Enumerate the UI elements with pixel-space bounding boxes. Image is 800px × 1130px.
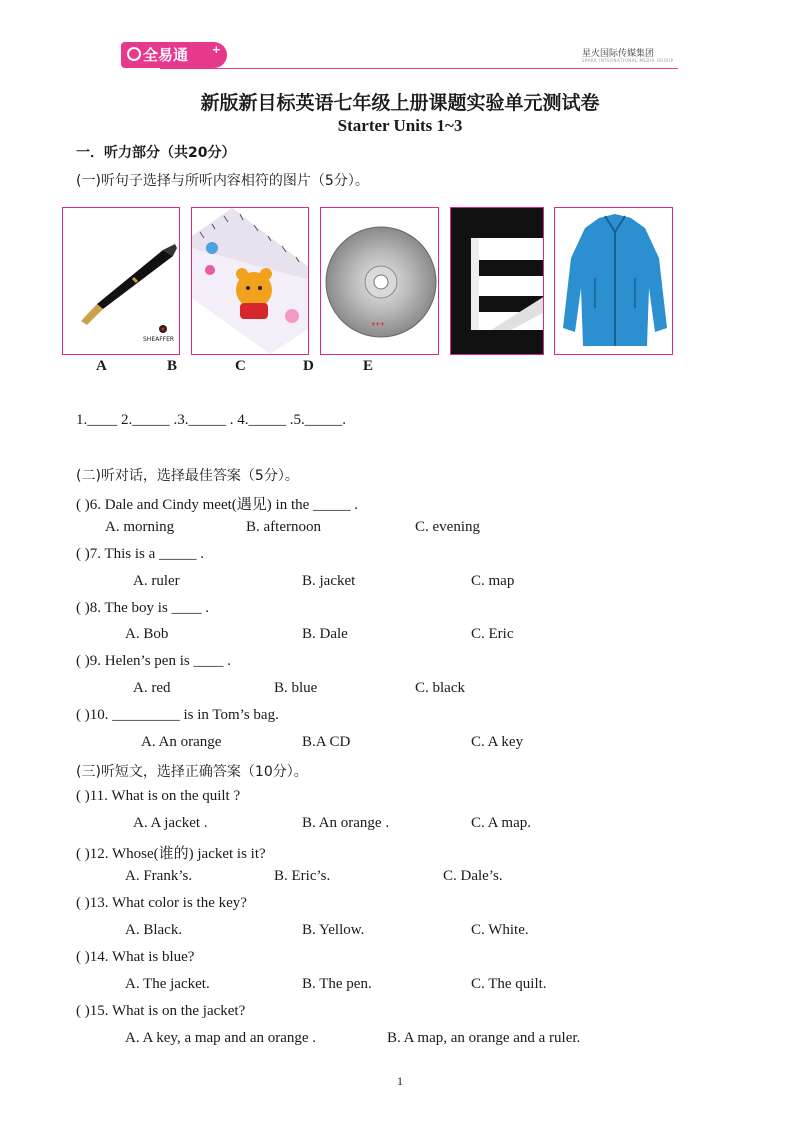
picture-jacket (554, 207, 673, 355)
picture-label-b: B (167, 358, 178, 374)
option-c: C. Dale’s. (443, 868, 503, 884)
page-number: 1 (397, 1074, 403, 1088)
option-a: A. red (133, 680, 171, 696)
ruler-icon (192, 208, 309, 355)
header-divider (160, 68, 678, 69)
part2-instruction: (二)听对话，选择最佳答案（5分）。 (76, 468, 299, 484)
option-c: C. evening (415, 519, 480, 535)
option-a: A. The jacket. (125, 976, 210, 992)
picture-label-e: E (363, 358, 374, 374)
option-a: A. An orange (141, 734, 222, 750)
question-stem: ( )9. Helen’s pen is ____ . (76, 653, 231, 669)
option-c: C. The quilt. (471, 976, 547, 992)
picture-label-a: A (96, 358, 107, 374)
option-a: A. morning (105, 519, 175, 535)
logo-text: 全易通 (143, 46, 189, 64)
option-c: C. White. (471, 922, 529, 938)
question-stem: ( )7. This is a _____ . (76, 546, 205, 562)
option-a: A. A jacket . (133, 815, 208, 831)
option-c: C. Eric (471, 626, 514, 642)
logo-plus: + (211, 43, 221, 56)
picture-pen (62, 207, 180, 355)
question-stem: ( )8. The boy is ____ . (76, 600, 210, 616)
option-b: B. A map, an orange and a ruler. (387, 1030, 581, 1046)
question-stem: ( )14. What is blue? (76, 949, 195, 965)
option-b: B. The pen. (302, 976, 372, 992)
picture-ruler (191, 207, 309, 355)
option-b: B. An orange . (302, 815, 390, 831)
question-stem: ( )6. Dale and Cindy meet(遇见) in the _____ . (76, 497, 359, 513)
option-b: B. Dale (302, 626, 348, 642)
option-b: B. afternoon (246, 519, 321, 535)
option-a: A. Black. (125, 922, 183, 938)
option-b: B. blue (274, 680, 318, 696)
option-a: A. ruler (133, 573, 180, 589)
question-stem: ( )13. What color is the key? (76, 895, 247, 911)
question-stem: ( )12. Whose(谁的) jacket is it? (76, 846, 266, 862)
question-stem: ( )10. _________ is in Tom’s bag. (76, 707, 279, 723)
picture-cd (320, 207, 439, 355)
blue-jacket-icon (555, 208, 673, 355)
picture-label-c: C (235, 358, 246, 374)
answer-line: 1.____ 2._____ .3._____ . 4._____ .5._____. (76, 412, 346, 428)
page-subtitle: Starter Units 1~3 (337, 116, 463, 135)
logo-circle-icon (127, 47, 141, 61)
option-b: B. Yellow. (302, 922, 365, 938)
publisher-subtitle: SPARK INTERNATIONAL MEDIA GROUP (582, 58, 674, 63)
part3-instruction: (三)听短文，选择正确答案（10分）。 (76, 764, 308, 780)
cd-caption: +++ (371, 320, 385, 329)
cd-disc-icon (321, 208, 439, 355)
option-c: C. map (471, 573, 515, 589)
option-b: B. jacket (302, 573, 356, 589)
picture-label-d: D (303, 358, 314, 374)
publisher-name: 星火国际传媒集团 (582, 49, 655, 59)
picture-letter-e (450, 207, 544, 355)
option-b: B.A CD (302, 734, 351, 750)
option-c: C. black (415, 680, 465, 696)
option-c: C. A key (471, 734, 524, 750)
option-a: A. Bob (125, 626, 169, 642)
option-a: A. A key, a map and an orange . (125, 1030, 317, 1046)
section-heading: 一．听力部分（共20分） (76, 145, 236, 161)
letter-e-icon (451, 208, 544, 355)
option-b: B. Eric’s. (274, 868, 331, 884)
question-stem: ( )15. What is on the jacket? (76, 1003, 246, 1019)
question-stem: ( )11. What is on the quilt ? (76, 788, 241, 804)
option-a: A. Frank’s. (125, 868, 193, 884)
pen-brand-caption: SHEAFFER (143, 336, 175, 343)
option-c: C. A map. (471, 815, 532, 831)
part1-instruction: (一)听句子选择与所听内容相符的图片（5分）。 (76, 173, 369, 189)
page-title: 新版新目标英语七年级上册课题实验单元测试卷 (200, 92, 600, 114)
fountain-pen-icon (63, 208, 180, 355)
